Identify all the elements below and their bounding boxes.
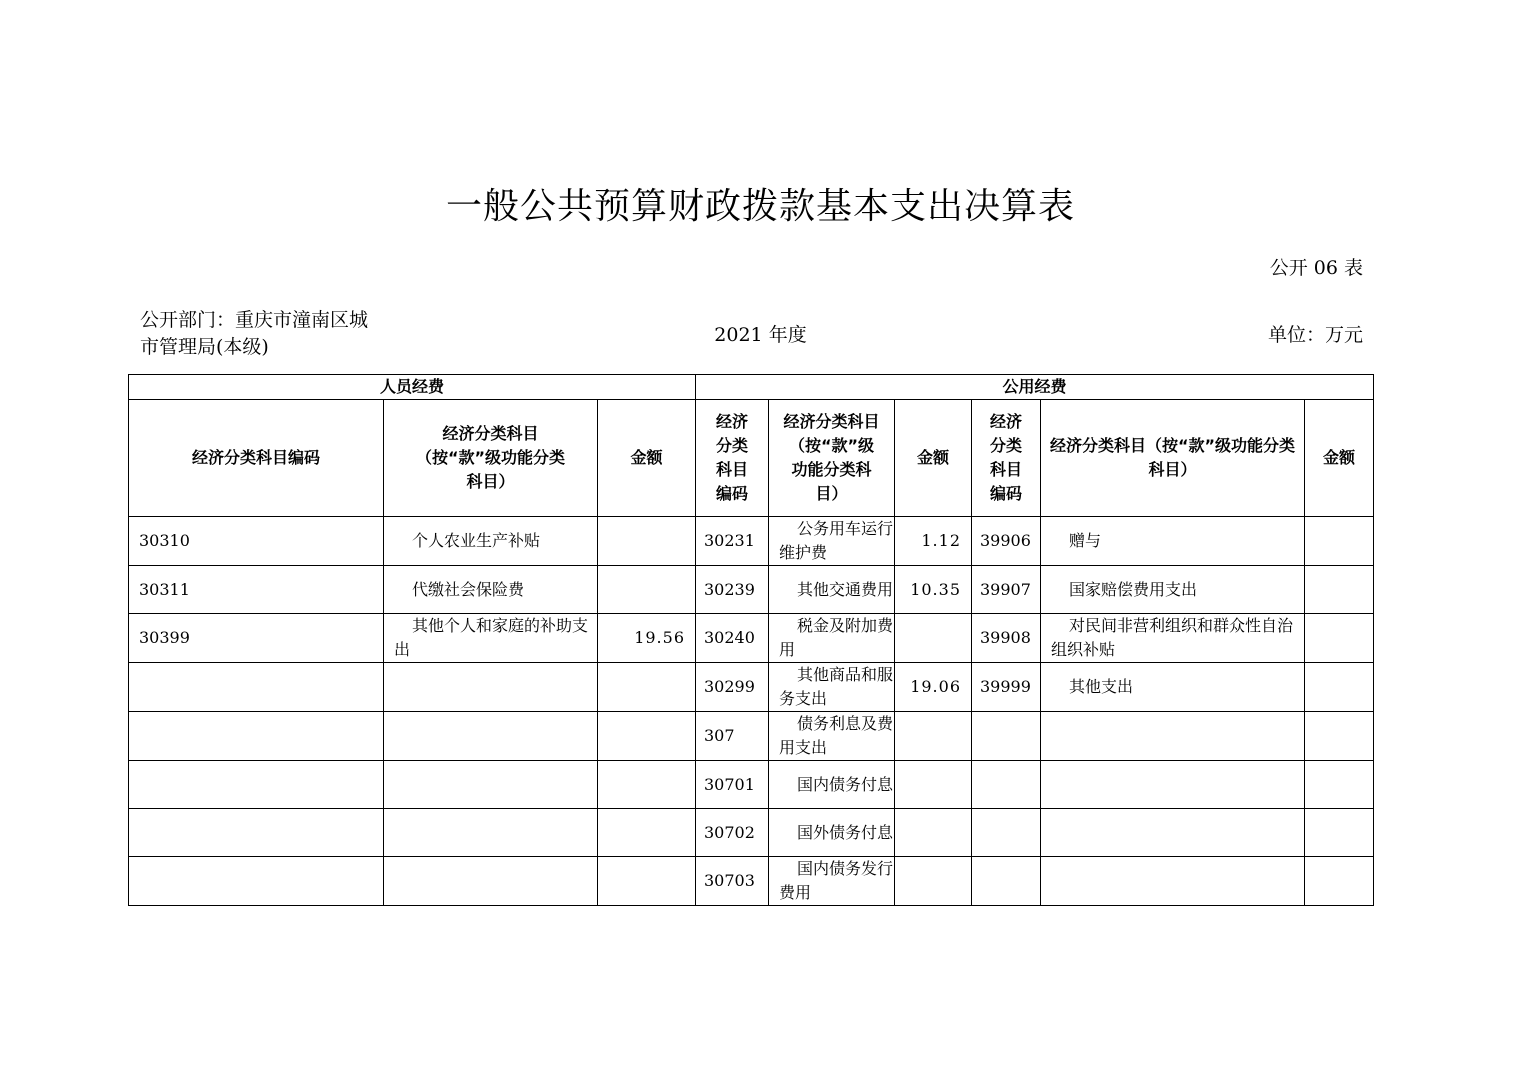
col-personnel-code: 经济分类科目编码 xyxy=(129,400,384,517)
public-code-a-cell: 30299 xyxy=(696,663,769,712)
col-public-name-b: 经济分类科目（按“款”级功能分类科目） xyxy=(1041,400,1305,517)
personnel-code-cell: 30310 xyxy=(129,517,384,566)
public-name-a-cell: 税金及附加费用 xyxy=(769,614,895,663)
col-public-amount-b: 金额 xyxy=(1305,400,1374,517)
public-amount-b-cell xyxy=(1305,517,1374,566)
public-code-a-cell: 30239 xyxy=(696,566,769,614)
public-name-a-cell: 其他交通费用 xyxy=(769,566,895,614)
table-row xyxy=(129,857,1374,906)
personnel-code-cell xyxy=(129,663,384,712)
public-amount-a-cell: 19.06 xyxy=(895,663,972,712)
col-public-code-a: 经济分类科目编码 xyxy=(696,400,769,517)
col-personnel-amount: 金额 xyxy=(598,400,696,517)
personnel-name-cell xyxy=(384,712,598,761)
public-name-a-cell: 国内债务发行费用 xyxy=(769,857,895,906)
section-public: 公用经费 xyxy=(696,375,1374,400)
personnel-amount-cell xyxy=(598,857,696,906)
public-code-a-cell: 307 xyxy=(696,712,769,761)
personnel-amount-cell xyxy=(598,712,696,761)
public-name-b-cell xyxy=(1041,761,1305,809)
public-name-b-cell: 国家赔偿费用支出 xyxy=(1041,566,1305,614)
personnel-name-cell xyxy=(384,857,598,906)
public-amount-b-cell xyxy=(1305,761,1374,809)
public-code-b-cell xyxy=(972,809,1041,857)
public-code-b-cell xyxy=(972,761,1041,809)
col-public-name-a: 经济分类科目（按“款”级功能分类科目） xyxy=(769,400,895,517)
public-code-b-cell: 39999 xyxy=(972,663,1041,712)
personnel-code-cell xyxy=(129,809,384,857)
public-code-b-cell: 39906 xyxy=(972,517,1041,566)
table-row xyxy=(129,517,1374,566)
table-row xyxy=(129,566,1374,614)
personnel-name-cell: 个人农业生产补贴 xyxy=(384,517,598,566)
personnel-code-cell: 30399 xyxy=(129,614,384,663)
public-code-b-cell: 39908 xyxy=(972,614,1041,663)
public-amount-b-cell xyxy=(1305,857,1374,906)
public-amount-b-cell xyxy=(1305,614,1374,663)
public-name-a-cell: 债务利息及费用支出 xyxy=(769,712,895,761)
public-name-b-cell xyxy=(1041,857,1305,906)
personnel-code-cell xyxy=(129,761,384,809)
public-amount-a-cell xyxy=(895,712,972,761)
personnel-amount-cell xyxy=(598,566,696,614)
public-name-a-cell: 国外债务付息 xyxy=(769,809,895,857)
public-name-b-cell: 对民间非营利组织和群众性自治组织补贴 xyxy=(1041,614,1305,663)
public-name-a-cell: 公务用车运行维护费 xyxy=(769,517,895,566)
public-name-b-cell: 赠与 xyxy=(1041,517,1305,566)
public-name-a-cell: 国内债务付息 xyxy=(769,761,895,809)
public-amount-a-cell: 1.12 xyxy=(895,517,972,566)
department-label: 公开部门：重庆市潼南区城市管理局(本级) xyxy=(140,309,369,358)
public-name-b-cell xyxy=(1041,712,1305,761)
table-row xyxy=(129,809,1374,857)
table-row xyxy=(129,663,1374,712)
public-amount-a-cell xyxy=(895,614,972,663)
personnel-code-cell xyxy=(129,857,384,906)
table-row xyxy=(129,712,1374,761)
unit-label: 单位：万元 xyxy=(1267,324,1363,346)
public-name-a-cell: 其他商品和服务支出 xyxy=(769,663,895,712)
section-header-row xyxy=(129,375,1374,400)
personnel-name-cell: 代缴社会保险费 xyxy=(384,566,598,614)
public-name-b-cell: 其他支出 xyxy=(1041,663,1305,712)
public-code-a-cell: 30701 xyxy=(696,761,769,809)
public-code-a-cell: 30703 xyxy=(696,857,769,906)
personnel-amount-cell: 19.56 xyxy=(598,614,696,663)
public-amount-b-cell xyxy=(1305,809,1374,857)
personnel-name-cell: 其他个人和家庭的补助支出 xyxy=(384,614,598,663)
personnel-amount-cell xyxy=(598,761,696,809)
budget-table xyxy=(128,374,1374,906)
public-amount-a-cell xyxy=(895,857,972,906)
personnel-name-cell xyxy=(384,663,598,712)
public-code-b-cell xyxy=(972,712,1041,761)
personnel-name-cell xyxy=(384,809,598,857)
public-code-a-cell: 30702 xyxy=(696,809,769,857)
personnel-code-cell: 30311 xyxy=(129,566,384,614)
public-code-a-cell: 30231 xyxy=(696,517,769,566)
public-amount-a-cell xyxy=(895,761,972,809)
col-public-code-b: 经济分类科目编码 xyxy=(972,400,1041,517)
personnel-amount-cell xyxy=(598,517,696,566)
personnel-code-cell xyxy=(129,712,384,761)
public-code-a-cell: 30240 xyxy=(696,614,769,663)
fiscal-year: 2021 年度 xyxy=(714,324,807,346)
form-number: 公开 06 表 xyxy=(1269,257,1363,279)
public-code-b-cell xyxy=(972,857,1041,906)
section-personnel: 人员经费 xyxy=(129,375,696,400)
public-amount-b-cell xyxy=(1305,566,1374,614)
page-title: 一般公共预算财政拨款基本支出决算表 xyxy=(445,186,1075,227)
public-amount-b-cell xyxy=(1305,712,1374,761)
col-public-amount-a: 金额 xyxy=(895,400,972,517)
personnel-amount-cell xyxy=(598,809,696,857)
public-amount-a-cell: 10.35 xyxy=(895,566,972,614)
public-amount-b-cell xyxy=(1305,663,1374,712)
column-header-row xyxy=(129,400,1374,517)
table-row xyxy=(129,614,1374,663)
personnel-amount-cell xyxy=(598,663,696,712)
personnel-name-cell xyxy=(384,761,598,809)
public-name-b-cell xyxy=(1041,809,1305,857)
public-code-b-cell: 39907 xyxy=(972,566,1041,614)
public-amount-a-cell xyxy=(895,809,972,857)
table-row xyxy=(129,761,1374,809)
col-personnel-name: 经济分类科目（按“款”级功能分类科目） xyxy=(384,400,598,517)
